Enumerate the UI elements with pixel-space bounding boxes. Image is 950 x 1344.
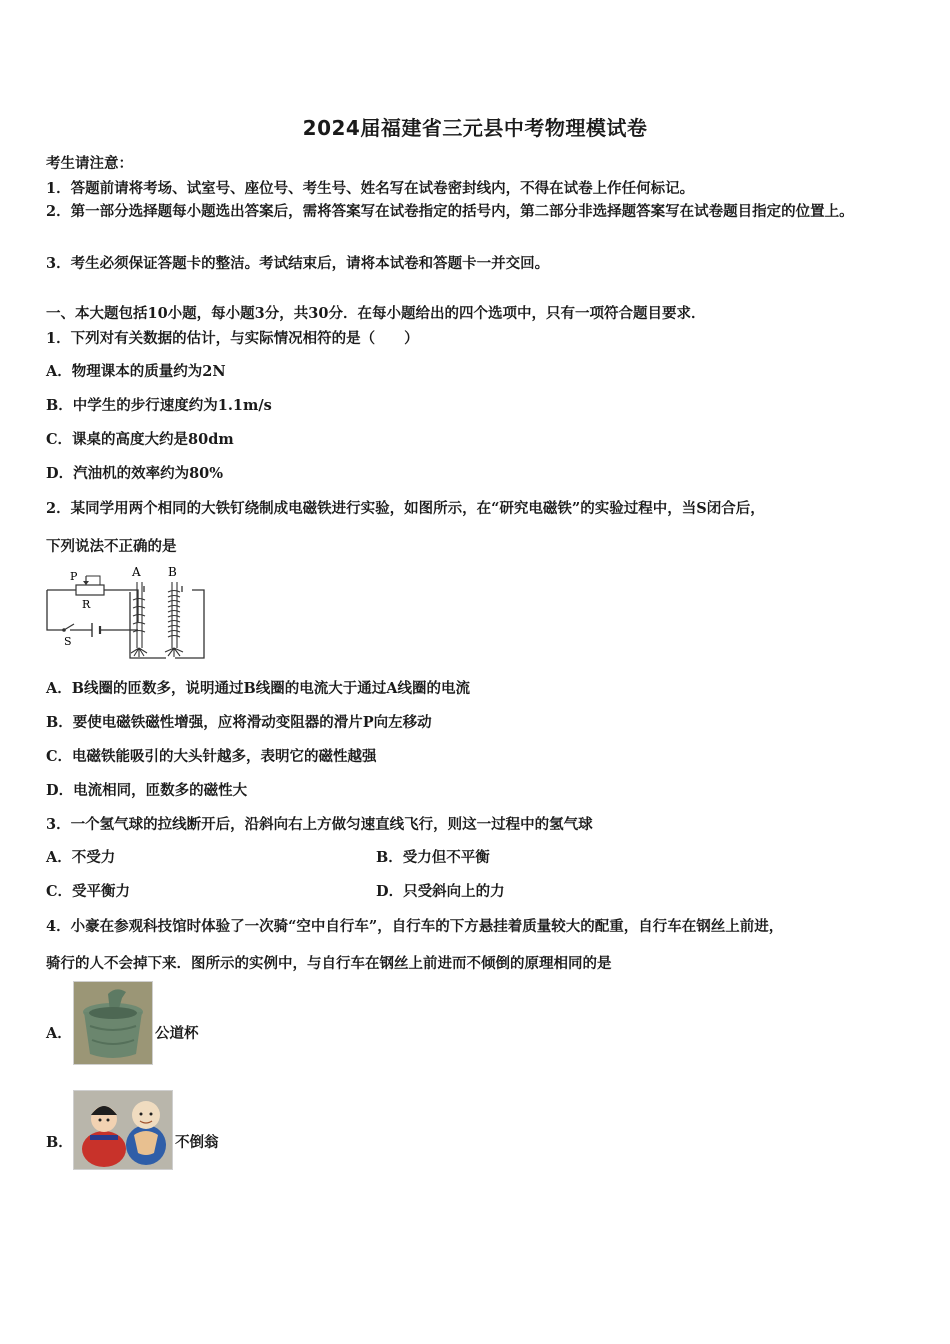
rheostat	[76, 585, 104, 595]
label-r: R	[82, 598, 91, 611]
gongdao-cup-image	[73, 981, 153, 1065]
q2-option-c: C．电磁铁能吸引的大头针越多，表明它的磁性越强	[46, 748, 377, 765]
q2-stem-line2: 下列说法不正确的是	[46, 538, 177, 555]
label-s: S	[64, 635, 72, 648]
notice-item-3: 3．考生必须保证答题卡的整洁。考试结束后，请将本试卷和答题卡一并交回。	[46, 255, 550, 272]
q4-option-b-text: 不倒翁	[175, 1134, 219, 1151]
q1-option-a: A．物理课本的质量约为2N	[46, 363, 226, 380]
coil-b	[165, 582, 183, 657]
q2-option-b: B．要使电磁铁磁性增强，应将滑动变阻器的滑片P向左移动	[46, 714, 432, 731]
label-a: A	[132, 565, 141, 579]
q1-option-d: D．汽油机的效率约为80%	[46, 465, 224, 482]
q3-option-d: D．只受斜向上的力	[376, 883, 505, 900]
q1-option-b: B．中学生的步行速度约为1.1m/s	[46, 397, 272, 414]
q3-option-c: C．受平衡力	[46, 883, 131, 900]
q3-option-a: A．不受力	[46, 849, 116, 866]
q1-option-c: C．课桌的高度大约是80dm	[46, 431, 234, 448]
q4-option-a-letter: A．	[46, 1025, 72, 1042]
section-heading: 一、本大题包括10小题，每小题3分，共30分．在每小题给出的四个选项中，只有一项符合题目要求．	[46, 305, 706, 322]
q3-option-b: B．受力但不平衡	[376, 849, 490, 866]
q2-option-d: D．电流相同，匝数多的磁性大	[46, 782, 248, 799]
label-b: B	[168, 565, 177, 579]
q3-stem: 3．一个氢气球的拉线断开后，沿斜向右上方做匀速直线飞行，则这一过程中的氢气球	[46, 816, 593, 833]
q4-stem-line2: 骑行的人不会掉下来．图所示的实例中，与自行车在钢丝上前进而不倾倒的原理相同的是	[46, 955, 612, 972]
circuit-diagram	[44, 564, 210, 662]
coil-a	[131, 582, 147, 657]
q4-option-b-letter: B．	[46, 1134, 73, 1151]
notice-item-1: 1．答题前请将考场、试室号、座位号、考生号、姓名写在试卷密封线内，不得在试卷上作任何标记。	[46, 180, 695, 197]
q4-stem-line1: 4．小豪在参观科技馆时体验了一次骑“空中自行车”，自行车的下方悬挂着质量较大的配重，自行车在钢丝上前进，	[46, 918, 784, 935]
q2-stem-line1: 2．某同学用两个相同的大铁钉绕制成电磁铁进行实验，如图所示，在“研究电磁铁”的实验过程中，当S闭合后，	[46, 500, 765, 517]
q4-option-a-text: 公道杯	[155, 1025, 199, 1042]
label-p: P	[70, 570, 78, 583]
q2-option-a: A．B线圈的匝数多，说明通过B线圈的电流大于通过A线圈的电流	[46, 680, 471, 697]
tumbler-toy-image	[73, 1090, 173, 1170]
notice-heading: 考生请注意：	[46, 155, 133, 172]
notice-item-2: 2．第一部分选择题每小题选出答案后，需将答案写在试卷指定的括号内，第二部分非选择题答案写在试卷题目指定的位置上。	[46, 203, 854, 220]
page-title: 2024届福建省三元县中考物理模试卷	[302, 116, 648, 140]
q1-stem: 1．下列对有关数据的估计，与实际情况相符的是（ ）	[46, 330, 419, 347]
